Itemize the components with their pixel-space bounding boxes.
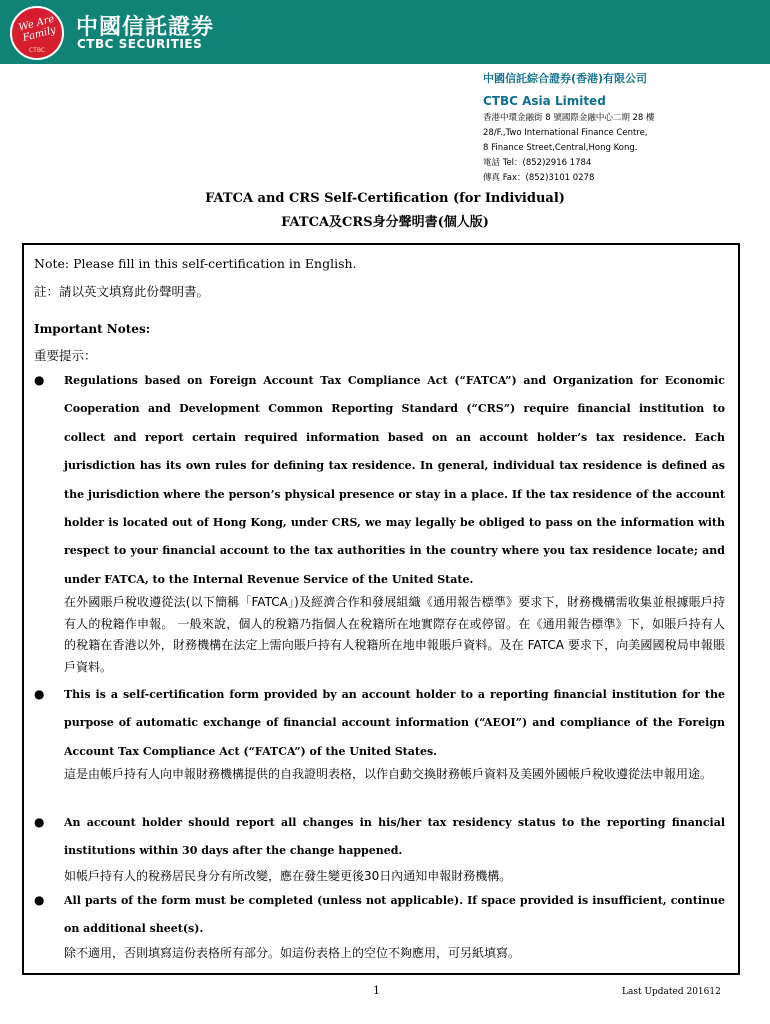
- logo-small-text: CTBC: [28, 47, 46, 54]
- bullet-icon: ●: [34, 687, 45, 701]
- brand-name-chinese: 中國信託證券: [76, 15, 215, 40]
- bullet-4-english: All parts of the form must be completed (unless not applicable). If space provided is insufficient, continue on additional sheet(s).: [64, 894, 725, 936]
- ctbc-logo: [10, 6, 64, 60]
- bullet-3-english: An account holder should report all changes in his/her tax residency status to the reporting financial institutions within 30 days after the change happened.: [64, 816, 725, 858]
- bullet-1-english: Regulations based on Foreign Account Tax Compliance Act (“FATCA”) and Organization for Economic Cooperation and Development Common Reporting Standard (“CRS”) require financial institution to collect and report certain required information based on an account holder’s tax residence. Each jurisdiction has its own rules for defining tax residence. In general, individual tax residence is defined as the jurisdiction where the person’s physical presence or stay in a place. If the tax residence of the account holder is located out of Hong Kong, under CRS, we may legally be obliged to pass on the information with respect to your financial account to the tax authorities in the country where you tax residence locate; and under FATCA, to the Internal Revenue Service of the United State.: [64, 374, 725, 586]
- document-title-english: FATCA and CRS Self-Certification (for Individual): [205, 191, 565, 206]
- notes-box: [22, 243, 740, 975]
- bullet-2-chinese: 這是由帳戶持有人向申報財務機構提供的自我證明表格，以作自動交換財務帳戶資料及美國外國帳戶稅收遵從法申報用途。: [64, 767, 713, 781]
- company-info: [483, 70, 763, 186]
- important-notes-heading: Important Notes:: [34, 322, 151, 336]
- document-title-chinese: FATCA及CRS身分聲明書(個人版): [281, 215, 489, 230]
- fill-in-english-note-chinese: 註：請以英文填寫此份聲明書。: [34, 284, 210, 299]
- fax-line: 傳真 Fax：(852)3101 0278: [483, 173, 595, 183]
- last-updated-date: Last Updated 201612: [622, 987, 721, 997]
- phone-line: 電話 Tel：(852)2916 1784: [483, 158, 592, 168]
- bullet-3-chinese: 如帳戶持有人的稅務居民身分有所改變，應在發生變更後30日內通知申報財務機構。: [64, 869, 512, 883]
- important-notes-heading-chinese: 重要提示：: [34, 348, 97, 363]
- bullet-4-chinese: 除不適用，否則填寫這份表格所有部分。如這份表格上的空位不夠應用，可另紙填寫。: [64, 946, 521, 960]
- brand-name-english: CTBC SECURITIES: [77, 37, 203, 51]
- logo-script-text: We Are Family: [17, 13, 58, 44]
- address-line: 香港中環金融街 8 號國際金融中心二期 28 樓: [483, 113, 655, 123]
- address-line: 28/F.,Two International Finance Centre,: [483, 128, 648, 138]
- bullet-1-chinese: 在外國賬戶稅收遵從法(以下簡稱「FATCA」)及經濟合作和發展組織《通用報告標準》要求下，財務機構需收集並根據賬戶持有人的稅籍作申報。 一般來說，個人的稅籍乃指個人在稅籍所在地實際存在或停留。在《通用報告標準》下，如賬戶持有人的稅籍在香港以外，財務機構在法定上需向賬戶持有人稅籍所在地申報賬戶資料。及在 FATCA 要求下，向美國國稅局申報賬戶資料。: [64, 595, 725, 674]
- address-line: 8 Finance Street,Central,Hong Kong.: [483, 143, 638, 153]
- company-name-english: CTBC Asia Limited: [483, 94, 606, 108]
- bullet-2-english: This is a self-certification form provided by an account holder to a reporting financial institution for the purpose of automatic exchange of financial account information (“AEOI”) and compliance of the Foreign Account Tax Compliance Act (“FATCA”) of the United States.: [64, 688, 725, 758]
- header-bar: [0, 0, 770, 64]
- page-number: 1: [373, 984, 380, 997]
- company-name-chinese: 中國信託綜合證券(香港)有限公司: [483, 72, 648, 85]
- bullet-icon: ●: [34, 893, 45, 907]
- bullet-icon: ●: [34, 815, 45, 829]
- bullet-icon: ●: [34, 373, 45, 387]
- company-address: [483, 111, 763, 186]
- fill-in-english-note: Note: Please fill in this self-certification in English.: [34, 256, 357, 271]
